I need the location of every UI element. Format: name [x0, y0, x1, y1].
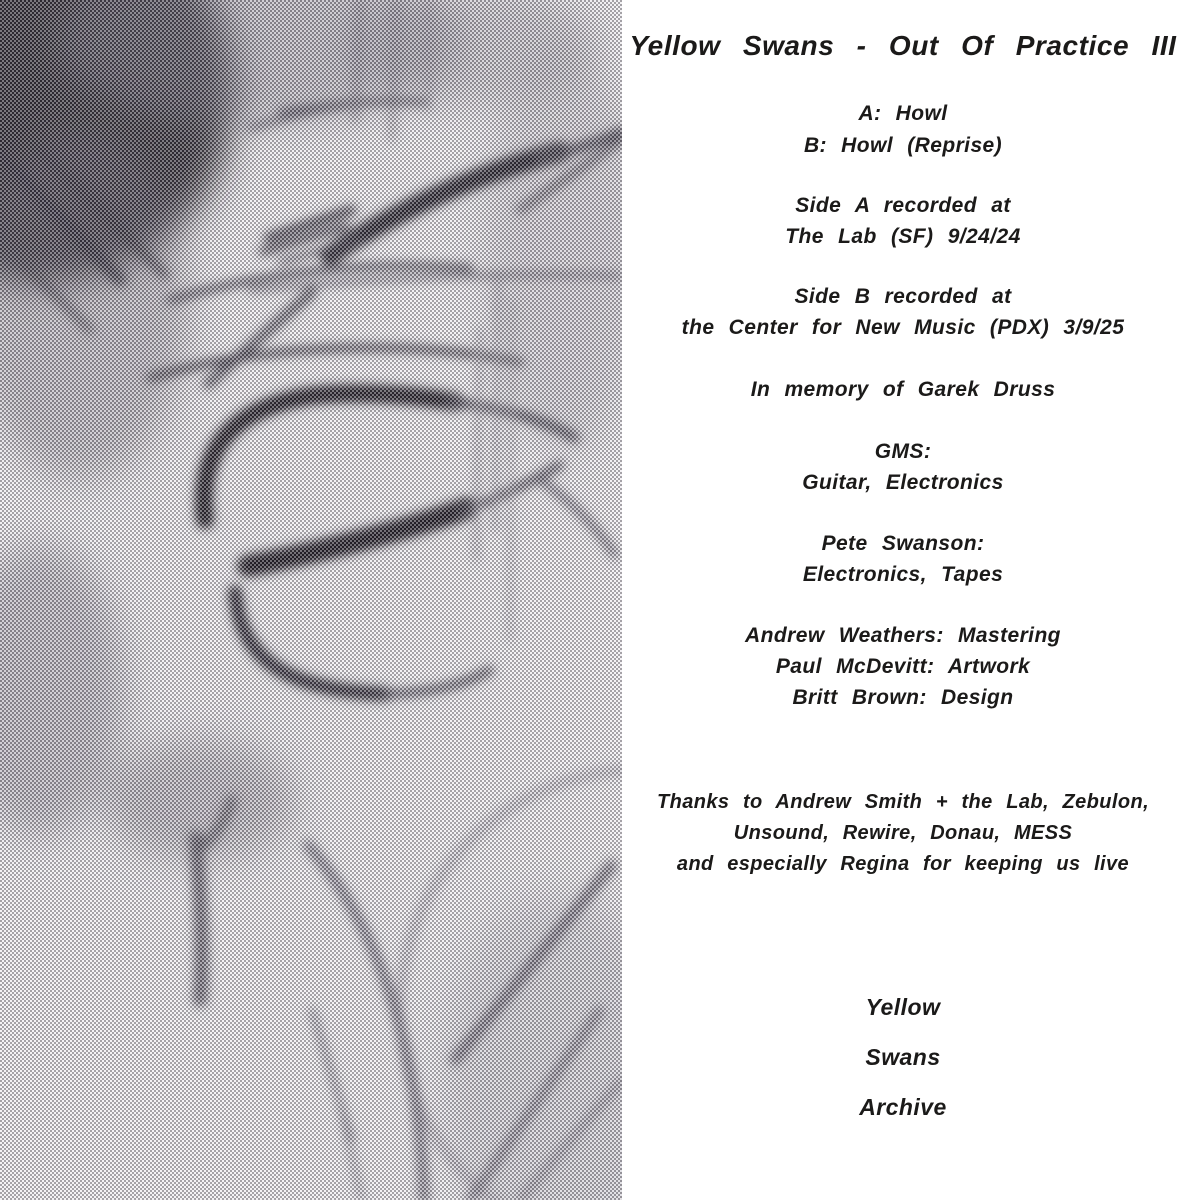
- credits-panel: [622, 0, 1184, 1200]
- label-word-yellow: Yellow: [865, 994, 941, 1020]
- credit-design: Britt Brown: Design: [792, 686, 1014, 709]
- album-title: Yellow Swans - Out Of Practice III: [629, 30, 1177, 61]
- credit-artwork: Paul McDevitt: Artwork: [775, 655, 1031, 678]
- performer-gms-name: GMS:: [874, 440, 932, 463]
- performer-pete-swanson: [622, 528, 1184, 590]
- track-side-b: B: Howl (Reprise): [803, 134, 1003, 157]
- tracklist: [622, 98, 1184, 162]
- side-a-line-1: Side A recorded at: [795, 194, 1011, 217]
- performer-pete-name: Pete Swanson:: [821, 532, 985, 555]
- label-word-swans: Swans: [865, 1044, 941, 1070]
- label-word-archive: Archive: [859, 1094, 947, 1120]
- side-b-recording-note: [622, 281, 1184, 343]
- record-label-name: [622, 982, 1184, 1132]
- side-a-recording-note: [622, 190, 1184, 252]
- thanks-line-2: Unsound, Rewire, Donau, MESS: [733, 822, 1073, 844]
- credit-mastering: Andrew Weathers: Mastering: [745, 624, 1061, 647]
- side-a-line-2: The Lab (SF) 9/24/24: [785, 225, 1021, 248]
- production-credits: [622, 620, 1184, 713]
- performer-gms: [622, 436, 1184, 498]
- thanks-line-1: Thanks to Andrew Smith + the Lab, Zebulon,: [656, 791, 1150, 813]
- side-b-line-1: Side B recorded at: [794, 285, 1012, 308]
- performer-pete-role: Electronics, Tapes: [802, 563, 1004, 586]
- side-b-line-2: the Center for New Music (PDX) 3/9/25: [681, 316, 1125, 339]
- thanks-line-3: and especially Regina for keeping us live: [676, 853, 1130, 875]
- memorial-note: In memory of Garek Druss: [750, 378, 1056, 401]
- performer-gms-role: Guitar, Electronics: [802, 471, 1004, 494]
- thanks-note: [622, 787, 1184, 880]
- track-side-a: A: Howl: [858, 102, 948, 125]
